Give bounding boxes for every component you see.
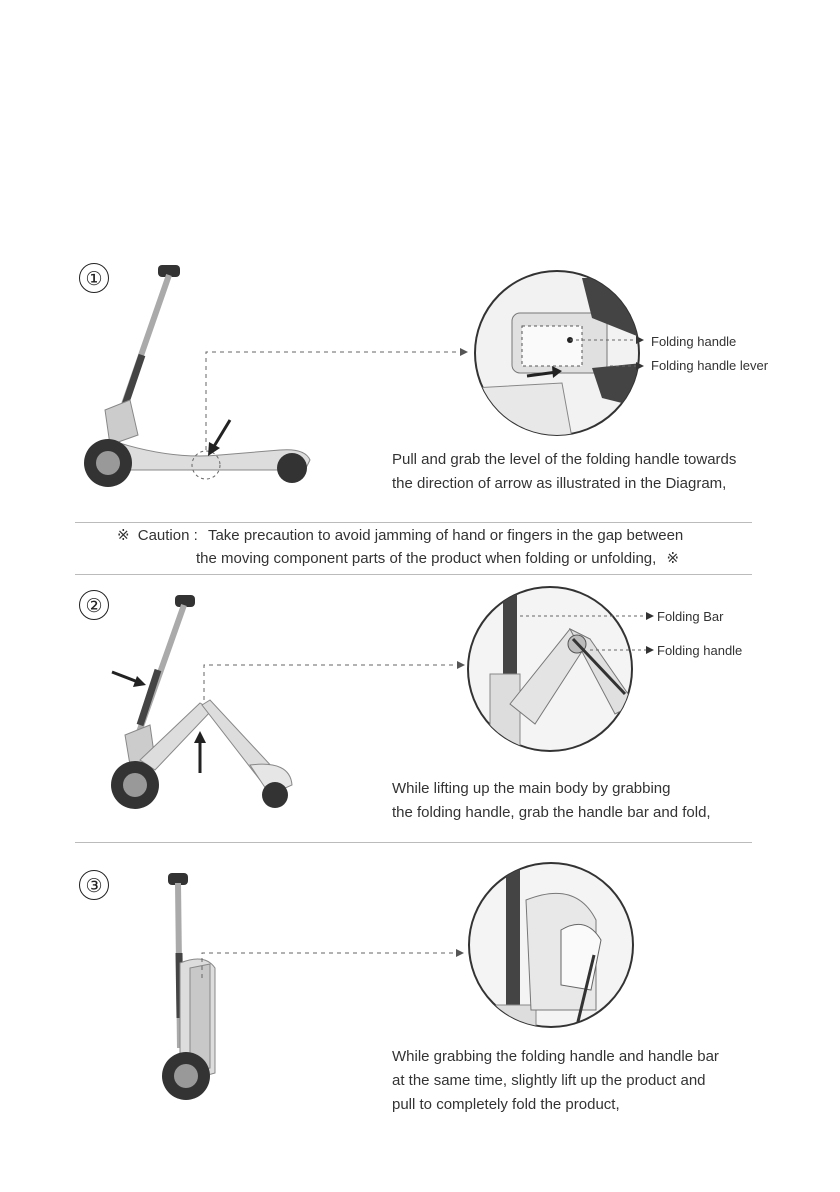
step-3-caption [392, 1045, 719, 1117]
step-1-number: ① [79, 263, 109, 293]
step-2-caption [392, 777, 711, 825]
caution-notice-line-2 [196, 547, 679, 571]
divider [75, 842, 752, 843]
caption-line: at the same time, slightly lift up the product and [392, 1072, 706, 1089]
caption-line: While lifting up the main body by grabbing [392, 780, 671, 797]
caption-line: the direction of arrow as illustrated in the Diagram, [392, 475, 727, 492]
scooter-unfolded-illustration [70, 260, 330, 500]
step-2-callout-leaders [520, 608, 660, 658]
divider [75, 574, 752, 575]
callout-folding-bar: Folding Bar [657, 609, 724, 624]
caution-text-2: the moving component parts of the product when folding or unfolding, [196, 550, 657, 567]
caution-mark: ※ [117, 527, 130, 544]
caption-line: pull to completely fold the product, [392, 1096, 620, 1113]
callout-folding-handle-lever: Folding handle lever [651, 358, 769, 373]
caption-line: While grabbing the folding handle and handle bar [392, 1048, 719, 1065]
step-1-caption [392, 448, 736, 496]
step-3-number: ③ [79, 870, 109, 900]
caution-label: Caution : [137, 527, 198, 544]
scooter-folding-illustration [100, 585, 360, 825]
step-3-detail-view [466, 860, 636, 1030]
step-2-number: ② [79, 590, 109, 620]
caution-text-1: Take precaution to avoid jamming of hand or fingers in the gap between [207, 527, 684, 544]
callout-folding-handle: Folding handle [657, 643, 743, 658]
caution-end-mark: ※ [666, 550, 680, 567]
divider [75, 522, 752, 523]
caption-line: the folding handle, grab the handle bar and fold, [392, 804, 711, 821]
callout-folding-handle: Folding handle [651, 334, 737, 349]
step-1-callout-leaders [570, 330, 650, 370]
caption-line: Pull and grab the level of the folding handle towards [392, 451, 737, 468]
caution-notice [117, 524, 683, 548]
